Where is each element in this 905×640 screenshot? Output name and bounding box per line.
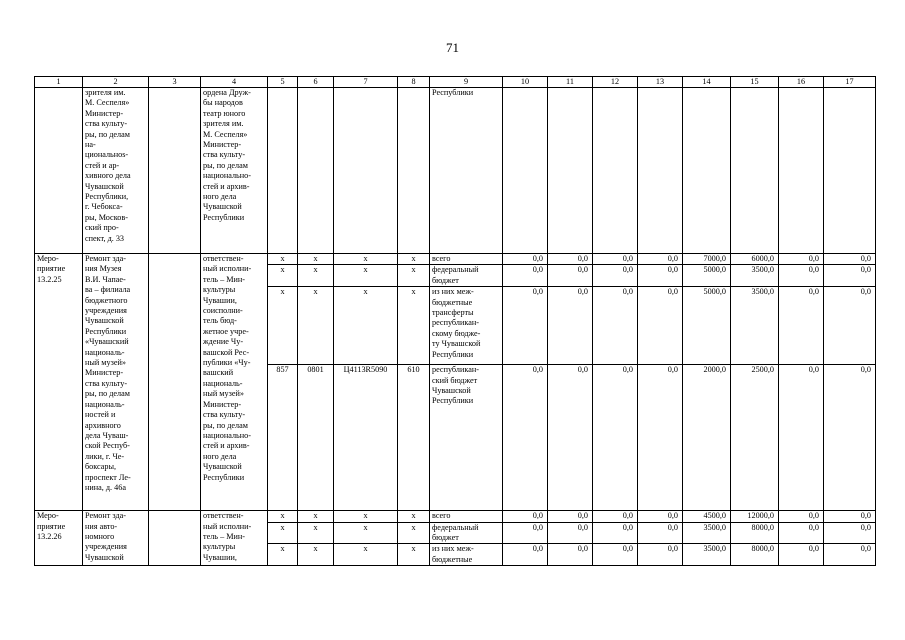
funding-source-line: трансферты <box>432 308 474 318</box>
amount-cell: 0,0 <box>548 522 593 544</box>
empty-cell <box>638 88 683 254</box>
executor-line: ры, по делам <box>203 420 248 430</box>
measure-name-line: хивного дела <box>85 171 131 181</box>
column-header: 15 <box>731 77 779 88</box>
code-grbs: 857 <box>268 365 298 511</box>
funding-source-line: бюджетные <box>432 554 473 564</box>
executor <box>201 254 268 511</box>
executor-line: ный музей» <box>203 389 244 399</box>
measure-name-line: Министер- <box>85 108 124 118</box>
column-header: 2 <box>83 77 149 88</box>
empty-cell <box>398 88 430 254</box>
amount-cell: 0,0 <box>779 365 824 511</box>
source <box>430 88 503 254</box>
amount-cell: 0,0 <box>824 522 876 544</box>
code-target: x <box>334 511 398 522</box>
executor-line: вашской Рес- <box>203 347 250 357</box>
measure-name-line: ностей и <box>85 410 116 420</box>
empty-cell <box>824 88 876 254</box>
code-type: x <box>398 287 430 365</box>
executor-line: культуры <box>203 542 236 552</box>
funding-source-line: Республики <box>432 396 474 406</box>
amount-cell: 0,0 <box>548 254 593 265</box>
executor-line: Министер- <box>203 399 242 409</box>
measure-name-line: г. Чебокса- <box>85 202 123 212</box>
measure-name-line: М. Сеспеля» <box>85 98 130 108</box>
measure-name <box>83 254 149 511</box>
measure-name-line: боксары, <box>85 462 117 472</box>
code-grbs: x <box>268 265 298 287</box>
column-header: 13 <box>638 77 683 88</box>
executor-line: тель бюд- <box>203 316 237 326</box>
amount-cell: 6000,0 <box>731 254 779 265</box>
code-grbs: x <box>268 254 298 265</box>
amount-cell: 0,0 <box>593 511 638 522</box>
measure-name <box>83 88 149 254</box>
amount-cell: 8000,0 <box>731 522 779 544</box>
measure-name-line: ский про- <box>85 223 119 233</box>
measure-name-line: нина, д. 46а <box>85 482 126 492</box>
code-type: x <box>398 511 430 522</box>
empty-cell <box>503 88 548 254</box>
empty-cell <box>149 254 201 511</box>
executor-line: ный исполни- <box>203 521 252 531</box>
executor-line: ордена Друж- <box>203 88 251 97</box>
funding-source-line: бюджетные <box>432 297 473 307</box>
measure-name-line: учреждения <box>85 306 127 316</box>
executor-line: Чувашской <box>203 202 242 212</box>
measure-label <box>35 511 83 566</box>
column-header: 1 <box>35 77 83 88</box>
measure-name-line: националь- <box>85 399 125 409</box>
amount-cell: 0,0 <box>503 544 548 566</box>
amount-cell: 0,0 <box>593 287 638 365</box>
column-header: 5 <box>268 77 298 88</box>
column-header: 11 <box>548 77 593 88</box>
code-section: x <box>298 254 334 265</box>
measure-name <box>83 511 149 566</box>
executor-line: Республики <box>203 212 245 222</box>
empty-cell <box>779 88 824 254</box>
executor-line: Чувашской <box>203 462 242 472</box>
amount-cell: 8000,0 <box>731 544 779 566</box>
code-section: 0801 <box>298 365 334 511</box>
measure-name-line: ры, по делам <box>85 389 130 399</box>
funding-source-line: республикан- <box>432 318 479 328</box>
code-grbs: x <box>268 511 298 522</box>
executor-line: ства культу- <box>203 410 246 420</box>
amount-cell: 0,0 <box>503 522 548 544</box>
code-type: x <box>398 544 430 566</box>
executor-line: национально- <box>203 430 251 440</box>
column-header: 17 <box>824 77 876 88</box>
funding-source-line: федеральный <box>432 522 479 532</box>
measure-name-line: ния Музея <box>85 264 122 274</box>
code-target: Ц4113R5090 <box>334 365 398 511</box>
measure-name-line: Чувашской <box>85 181 124 191</box>
code-type: x <box>398 265 430 287</box>
source-line: Республики <box>432 88 474 97</box>
amount-cell: 7000,0 <box>683 254 731 265</box>
amount-cell: 0,0 <box>638 522 683 544</box>
executor-line: ответствен- <box>203 511 244 521</box>
amount-cell: 0,0 <box>824 365 876 511</box>
executor-line: Министер- <box>203 140 242 150</box>
empty-cell <box>548 88 593 254</box>
measure-name-line: ры, Москов- <box>85 212 128 222</box>
amount-cell: 0,0 <box>779 511 824 522</box>
amount-cell: 12000,0 <box>731 511 779 522</box>
empty-cell <box>149 88 201 254</box>
column-header: 4 <box>201 77 268 88</box>
funding-source <box>430 287 503 365</box>
column-header: 14 <box>683 77 731 88</box>
amount-cell: 0,0 <box>638 544 683 566</box>
funding-source-line: ту Чувашской <box>432 339 481 349</box>
executor-line: тель – Мин- <box>203 532 245 542</box>
executor-line: культуры <box>203 285 236 295</box>
executor-line: вашский <box>203 368 234 378</box>
executor-line: театр юного <box>203 108 246 118</box>
amount-cell: 0,0 <box>638 287 683 365</box>
column-header: 16 <box>779 77 824 88</box>
amount-cell: 0,0 <box>503 365 548 511</box>
amount-cell: 0,0 <box>593 522 638 544</box>
amount-cell: 0,0 <box>548 365 593 511</box>
executor-line: жетное учре- <box>203 326 249 336</box>
amount-cell: 0,0 <box>638 254 683 265</box>
measure-name-line: зрителя им. <box>85 88 126 97</box>
executor-line: тель – Мин- <box>203 274 245 284</box>
funding-source-line: республикан- <box>432 365 479 375</box>
amount-cell: 0,0 <box>824 254 876 265</box>
amount-cell: 3500,0 <box>683 544 731 566</box>
funding-source <box>430 544 503 566</box>
code-grbs: x <box>268 287 298 365</box>
funding-source-line: всего <box>432 254 451 263</box>
amount-cell: 3500,0 <box>731 287 779 365</box>
amount-cell: 0,0 <box>824 511 876 522</box>
executor-line: националь- <box>203 378 243 388</box>
measure-name-line: Республики <box>85 326 127 336</box>
measure-label-line: 13.2.26 <box>37 532 62 542</box>
column-header: 6 <box>298 77 334 88</box>
empty-cell <box>149 511 201 566</box>
amount-cell: 0,0 <box>779 265 824 287</box>
funding-source <box>430 511 503 522</box>
code-target: x <box>334 265 398 287</box>
funding-source-line: всего <box>432 511 451 521</box>
header-row <box>35 77 876 88</box>
executor-line: стей и архив- <box>203 441 250 451</box>
measure-name-line: лики, г. Че- <box>85 451 125 461</box>
executor-line: ры, по делам <box>203 160 248 170</box>
amount-cell: 0,0 <box>824 544 876 566</box>
measure-name-line: архивного <box>85 420 121 430</box>
amount-cell: 0,0 <box>548 287 593 365</box>
budget-row <box>35 511 876 522</box>
amount-cell: 0,0 <box>503 511 548 522</box>
budget-row <box>35 254 876 265</box>
executor-line: Чувашии, <box>203 295 237 305</box>
empty-cell <box>334 88 398 254</box>
executor-line: ответствен- <box>203 254 244 263</box>
page-number: 71 <box>446 40 459 55</box>
funding-source-line: бюджет <box>432 533 459 543</box>
amount-cell: 0,0 <box>779 544 824 566</box>
funding-source <box>430 254 503 265</box>
funding-source-line: федеральный <box>432 265 479 275</box>
funding-source-line: скому бюдже- <box>432 328 481 338</box>
empty-cell <box>593 88 638 254</box>
measure-name-line: учреждения <box>85 542 127 552</box>
code-section: x <box>298 511 334 522</box>
measure-name-line: ры, по делам <box>85 129 130 139</box>
measure-name-line: спект, д. 33 <box>85 233 125 243</box>
measure-name-line: Республики, <box>85 192 129 202</box>
executor-line: М. Сеспеля» <box>203 129 248 139</box>
code-target: x <box>334 254 398 265</box>
measure-name-line: на- <box>85 140 96 150</box>
funding-source-line: бюджет <box>432 275 459 285</box>
measure-name-line: Министер- <box>85 368 124 378</box>
funding-source-line: ский бюджет <box>432 375 478 385</box>
executor-line: публики «Чу- <box>203 358 251 368</box>
amount-cell: 0,0 <box>548 511 593 522</box>
executor-line: ный исполни- <box>203 264 252 274</box>
amount-cell: 0,0 <box>593 544 638 566</box>
measure-name-line: ства культу- <box>85 378 128 388</box>
amount-cell: 4500,0 <box>683 511 731 522</box>
funding-source <box>430 265 503 287</box>
amount-cell: 0,0 <box>779 522 824 544</box>
amount-cell: 0,0 <box>779 254 824 265</box>
measure-name-line: Ремонт зда- <box>85 254 126 263</box>
executor-line: ного дела <box>203 451 237 461</box>
amount-cell: 0,0 <box>824 265 876 287</box>
measure-name-line: проспект Ле- <box>85 472 131 482</box>
measure-label-line: Меро- <box>37 254 59 263</box>
funding-source <box>430 365 503 511</box>
measure-name-line: циональноs- <box>85 150 129 160</box>
measure-label-line: Меро- <box>37 511 59 521</box>
executor-line: бы народов <box>203 98 243 108</box>
measure-name-line: дела Чуваш- <box>85 430 129 440</box>
executor-line: Республики <box>203 472 245 482</box>
empty-cell <box>298 88 334 254</box>
amount-cell: 0,0 <box>638 365 683 511</box>
measure-name-line: бюджетного <box>85 295 128 305</box>
funding-source-line: Республики <box>432 349 474 359</box>
measure-label-line: приятие <box>37 521 66 531</box>
label-cell <box>35 88 83 254</box>
code-section: x <box>298 544 334 566</box>
amount-cell: 2000,0 <box>683 365 731 511</box>
code-grbs: x <box>268 544 298 566</box>
empty-cell <box>268 88 298 254</box>
code-section: x <box>298 287 334 365</box>
code-type: 610 <box>398 365 430 511</box>
executor-line: Чувашии, <box>203 552 237 562</box>
executor-line: соисполни- <box>203 306 243 316</box>
amount-cell: 0,0 <box>593 254 638 265</box>
code-grbs: x <box>268 522 298 544</box>
measure-label-line: 13.2.25 <box>37 274 62 284</box>
measure-name-line: стей и ар- <box>85 160 120 170</box>
measure-name-line: ской Респуб- <box>85 441 130 451</box>
executor-line: стей и архив- <box>203 181 250 191</box>
executor <box>201 511 268 566</box>
amount-cell: 0,0 <box>638 265 683 287</box>
measure-name-line: Чувашской <box>85 316 124 326</box>
empty-cell <box>683 88 731 254</box>
measure-name-line: ва – филиала <box>85 285 131 295</box>
amount-cell: 5000,0 <box>683 287 731 365</box>
amount-cell: 2500,0 <box>731 365 779 511</box>
amount-cell: 0,0 <box>638 511 683 522</box>
funding-source-line: Чувашской <box>432 386 471 396</box>
measure-name-line: «Чувашский <box>85 337 129 347</box>
code-target: x <box>334 522 398 544</box>
column-header: 10 <box>503 77 548 88</box>
measure-label-line: приятие <box>37 264 66 274</box>
measure-name-line: националь- <box>85 347 125 357</box>
amount-cell: 5000,0 <box>683 265 731 287</box>
executor-line: ства культу- <box>203 150 246 160</box>
measure-name-line: Чувашской <box>85 552 124 562</box>
budget-table <box>34 76 876 566</box>
amount-cell: 0,0 <box>548 265 593 287</box>
funding-source-line: из них меж- <box>432 544 474 554</box>
funding-source-line: из них меж- <box>432 287 474 297</box>
amount-cell: 0,0 <box>503 254 548 265</box>
executor-line: национально- <box>203 171 251 181</box>
measure-name-line: ния авто- <box>85 521 118 531</box>
measure-name-line: ный музей» <box>85 358 126 368</box>
column-header: 7 <box>334 77 398 88</box>
code-section: x <box>298 522 334 544</box>
executor <box>201 88 268 254</box>
column-header: 3 <box>149 77 201 88</box>
code-type: x <box>398 522 430 544</box>
funding-source <box>430 522 503 544</box>
code-section: x <box>298 265 334 287</box>
amount-cell: 3500,0 <box>731 265 779 287</box>
measure-name-line: В.И. Чапае- <box>85 274 126 284</box>
amount-cell: 0,0 <box>779 287 824 365</box>
column-header: 8 <box>398 77 430 88</box>
executor-line: зрителя им. <box>203 119 244 129</box>
executor-line: ждение Чу- <box>203 337 244 347</box>
measure-label <box>35 254 83 511</box>
amount-cell: 0,0 <box>593 265 638 287</box>
measure-name-line: Ремонт зда- <box>85 511 126 521</box>
amount-cell: 0,0 <box>548 544 593 566</box>
column-header: 12 <box>593 77 638 88</box>
code-target: x <box>334 544 398 566</box>
column-header: 9 <box>430 77 503 88</box>
amount-cell: 0,0 <box>593 365 638 511</box>
amount-cell: 0,0 <box>503 265 548 287</box>
amount-cell: 0,0 <box>824 287 876 365</box>
code-target: x <box>334 287 398 365</box>
amount-cell: 3500,0 <box>683 522 731 544</box>
empty-cell <box>731 88 779 254</box>
amount-cell: 0,0 <box>503 287 548 365</box>
executor-line: ного дела <box>203 192 237 202</box>
code-type: x <box>398 254 430 265</box>
measure-name-line: номного <box>85 532 115 542</box>
measure-name-line: ства культу- <box>85 119 128 129</box>
continuation-row <box>35 88 876 254</box>
